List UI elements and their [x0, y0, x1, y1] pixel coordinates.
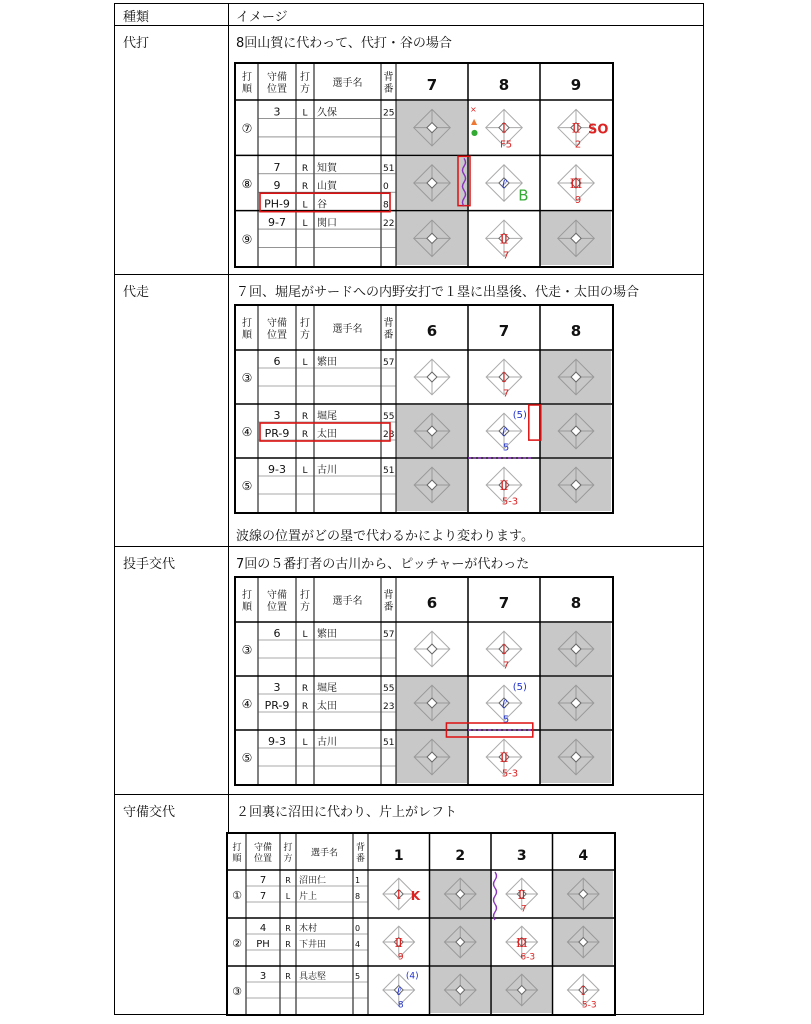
- play-result: F5: [499, 139, 513, 151]
- player-number: 55: [383, 684, 395, 694]
- batting-order: ⑤: [241, 479, 253, 493]
- scorecard-svg: [228, 834, 614, 1014]
- scorecard-svg: [236, 578, 612, 784]
- section-note: 波線の位置がどの塁で代わるかにより変わります。: [236, 529, 534, 544]
- player-name: 繁田: [317, 629, 337, 640]
- play-result: 7: [502, 250, 510, 262]
- player-position: 3: [273, 105, 281, 119]
- play-mark: ℓ: [501, 425, 507, 440]
- player-bats: R: [301, 182, 309, 193]
- batting-order: ⑨: [241, 232, 253, 247]
- player-name: 太田: [317, 429, 337, 440]
- player-number: 0: [383, 182, 389, 193]
- inning-label: 8: [570, 322, 582, 340]
- inning-label: 8: [498, 76, 510, 94]
- batting-order: ①: [232, 889, 242, 902]
- play-assist: (5): [512, 682, 527, 694]
- inning-label: 7: [426, 76, 438, 94]
- player-position: 9-3: [268, 463, 286, 476]
- player-position: 7: [259, 891, 267, 902]
- header-number: 背番: [383, 590, 394, 613]
- scorecard-svg: [236, 306, 612, 512]
- player-position: 3: [273, 681, 281, 694]
- player-name: 古川: [317, 737, 337, 748]
- section-type-defense-change: 守備交代: [123, 805, 176, 820]
- play-result: 5: [502, 442, 510, 454]
- inning-label: 8: [570, 594, 582, 612]
- player-position: PH: [256, 939, 270, 950]
- player-number: 5: [355, 972, 361, 981]
- header-position: 守備位置: [253, 843, 273, 864]
- play-result: 2: [574, 139, 582, 151]
- batting-order: ⑦: [241, 121, 253, 136]
- play-assist: (5): [512, 410, 527, 422]
- player-position: 7: [273, 160, 281, 174]
- player-position: 6: [273, 355, 281, 368]
- inning-label: 9: [570, 76, 582, 94]
- scorecard-pinch-runner: [234, 304, 614, 514]
- player-number: 0: [355, 924, 361, 933]
- section-type-pinch-runner: 代走: [123, 285, 150, 300]
- player-name: 古川: [317, 465, 337, 476]
- play-result: 9: [397, 952, 404, 963]
- player-name: 木村: [299, 924, 318, 934]
- player-bats: L: [302, 108, 308, 119]
- batting-order: ⑧: [241, 177, 253, 191]
- header-bats: 打方: [300, 590, 310, 613]
- batting-order: ④: [241, 697, 253, 711]
- player-position: PH-9: [264, 197, 290, 211]
- inning-label: 7: [498, 594, 510, 612]
- play-mark: Ⅲ: [515, 936, 528, 950]
- player-position: 9: [273, 179, 281, 193]
- player-bats: L: [302, 200, 308, 211]
- batting-order: ⑤: [241, 751, 253, 765]
- section-description: ７回、堀尾がサードへの内野安打で１塁に出塁後、代走・太田の場合: [236, 285, 640, 300]
- play-mark: Ⅰ: [501, 371, 507, 386]
- player-bats: R: [285, 924, 291, 933]
- player-number: 1: [355, 876, 361, 885]
- header-number: 背番: [383, 72, 394, 95]
- player-name: 堀尾: [317, 411, 337, 422]
- header-order: 打順: [242, 590, 252, 613]
- header-bats: 打方: [300, 318, 310, 341]
- play-mark: Ⅱ: [394, 936, 403, 950]
- player-bats: R: [285, 940, 291, 949]
- player-position: PR-9: [264, 699, 290, 712]
- play-result: 5-3: [581, 1000, 597, 1011]
- section-type-pinch-hitter: 代打: [123, 36, 150, 51]
- header-name: 選手名: [310, 848, 339, 859]
- inning-label: 3: [516, 848, 527, 864]
- player-name: 久保: [317, 107, 337, 119]
- player-number: 4: [355, 940, 361, 949]
- player-bats: R: [301, 702, 309, 712]
- substitution-wave-highlight: [529, 405, 541, 440]
- walk-mark: B: [518, 186, 529, 205]
- inning-label: 1: [393, 848, 404, 864]
- scorecard-defense-change: [226, 832, 616, 1016]
- player-number: 51: [383, 466, 395, 476]
- batting-order: ③: [241, 643, 253, 657]
- play-result: 5-3: [501, 768, 519, 780]
- play-mark: ℓ: [501, 697, 507, 712]
- play-mark: Ⅱ: [571, 121, 581, 137]
- header-position: 守備位置: [267, 72, 287, 95]
- row-divider: [115, 25, 703, 26]
- play-mark: Ⅰ: [501, 121, 507, 137]
- player-position: 3: [259, 971, 267, 982]
- play-mark: Ⅱ: [517, 888, 526, 902]
- player-bats: R: [285, 972, 291, 981]
- player-bats: L: [302, 630, 308, 640]
- player-bats: R: [301, 163, 309, 174]
- row-divider: [115, 546, 703, 547]
- batting-order: ③: [232, 985, 242, 998]
- player-name: 太田: [317, 701, 337, 712]
- header-position: 守備位置: [267, 318, 287, 341]
- player-name: 知賀: [317, 162, 337, 174]
- header-order: 打順: [232, 843, 242, 864]
- scorecard-svg: [236, 64, 612, 266]
- play-mark: ℓ: [396, 984, 402, 998]
- play-result: 7: [520, 904, 527, 915]
- player-name: 山賀: [317, 181, 337, 193]
- player-number: 55: [383, 412, 395, 422]
- section-description: 7回の５番打者の古川から、ピッチャーが代わった: [236, 557, 530, 572]
- header-name: 選手名: [332, 596, 363, 607]
- play-mark: Ⅱ: [499, 751, 509, 766]
- scorecard-pitcher-change: [234, 576, 614, 786]
- header-order: 打順: [242, 72, 252, 95]
- player-number: 57: [383, 630, 395, 640]
- play-mark: Ⅰ: [396, 888, 402, 902]
- pitch-symbol: ●: [471, 128, 478, 137]
- player-bats: L: [302, 738, 308, 748]
- header-name: 選手名: [332, 324, 363, 335]
- player-number: 23: [383, 430, 395, 440]
- player-bats: L: [302, 219, 308, 230]
- player-bats: L: [302, 358, 308, 368]
- play-result: 9: [574, 194, 582, 206]
- play-result: 5-3: [501, 496, 519, 508]
- section-type-pitcher-change: 投手交代: [123, 557, 176, 572]
- header-bats: 打方: [300, 72, 310, 95]
- diamond-center: [427, 644, 437, 654]
- header-image: イメージ: [236, 10, 288, 25]
- player-bats: R: [285, 876, 291, 885]
- player-position: 6: [273, 627, 281, 640]
- play-mark: ℓ: [501, 177, 507, 192]
- header-bats: 打方: [283, 843, 293, 864]
- player-number: 51: [383, 738, 395, 748]
- player-name: 繁田: [317, 357, 337, 368]
- player-position: 3: [273, 409, 281, 422]
- batting-order: ③: [241, 371, 253, 385]
- diamond-center: [427, 372, 437, 382]
- play-result: 6-3: [520, 952, 536, 963]
- play-mark: Ⅱ: [499, 479, 509, 494]
- player-number: 22: [383, 219, 395, 230]
- play-mark: Ⅱ: [499, 232, 509, 248]
- play-result: 7: [502, 660, 510, 672]
- player-name: 谷: [317, 199, 327, 211]
- inning-label: 4: [578, 848, 589, 864]
- play-result: 7: [502, 388, 510, 400]
- play-mark: Ⅲ: [569, 177, 583, 192]
- player-bats: L: [285, 892, 291, 901]
- player-number: 8: [355, 892, 361, 901]
- batting-order: ④: [241, 425, 253, 439]
- play-mark: Ⅰ: [501, 643, 507, 658]
- player-name: 堀尾: [317, 683, 337, 694]
- player-name: 沼田仁: [299, 876, 327, 886]
- row-divider: [115, 274, 703, 275]
- play-mark: Ⅰ: [580, 984, 586, 998]
- section-description: 8回山賀に代わって、代打・谷の場合: [236, 36, 452, 51]
- pitch-symbol: ×: [470, 105, 477, 114]
- batting-order: ②: [232, 937, 242, 950]
- header-number: 背番: [355, 843, 366, 864]
- player-position: PR-9: [264, 427, 290, 440]
- inning-label: 7: [498, 322, 510, 340]
- substitution-wave: [494, 872, 497, 920]
- player-name: 関口: [317, 218, 337, 230]
- player-position: 7: [259, 875, 267, 886]
- row-divider: [115, 794, 703, 795]
- play-result: 5: [502, 714, 510, 726]
- header-order: 打順: [242, 318, 252, 341]
- player-bats: R: [301, 430, 309, 440]
- player-position: 9-7: [268, 216, 286, 230]
- player-position: 9-3: [268, 735, 286, 748]
- play-code: K: [410, 889, 421, 903]
- player-position: 4: [259, 923, 267, 934]
- player-bats: R: [301, 684, 309, 694]
- header-name: 選手名: [332, 78, 363, 89]
- inning-label: 6: [426, 594, 438, 612]
- inning-label: 6: [426, 322, 438, 340]
- player-number: 25: [383, 108, 395, 119]
- play-assist: (4): [405, 971, 419, 982]
- scorecard-pinch-hitter: [234, 62, 614, 268]
- header-position: 守備位置: [267, 590, 287, 613]
- player-number: 23: [383, 702, 395, 712]
- play-result: 8: [397, 1000, 404, 1011]
- header-number: 背番: [383, 318, 394, 341]
- player-name: 片上: [299, 892, 318, 902]
- player-number: 51: [383, 163, 395, 174]
- player-name: 下井田: [299, 940, 327, 950]
- player-number: 57: [383, 358, 395, 368]
- header-type: 種類: [123, 10, 150, 25]
- player-number: 8: [383, 200, 389, 211]
- player-name: 具志堅: [299, 972, 327, 982]
- pitch-symbol: ▲: [471, 117, 478, 126]
- inning-label: 2: [455, 848, 466, 864]
- player-bats: R: [301, 412, 309, 422]
- section-description: ２回裏に沼田に代わり、片上がレフト: [236, 805, 458, 820]
- play-code: SO: [588, 122, 609, 138]
- player-bats: L: [302, 466, 308, 476]
